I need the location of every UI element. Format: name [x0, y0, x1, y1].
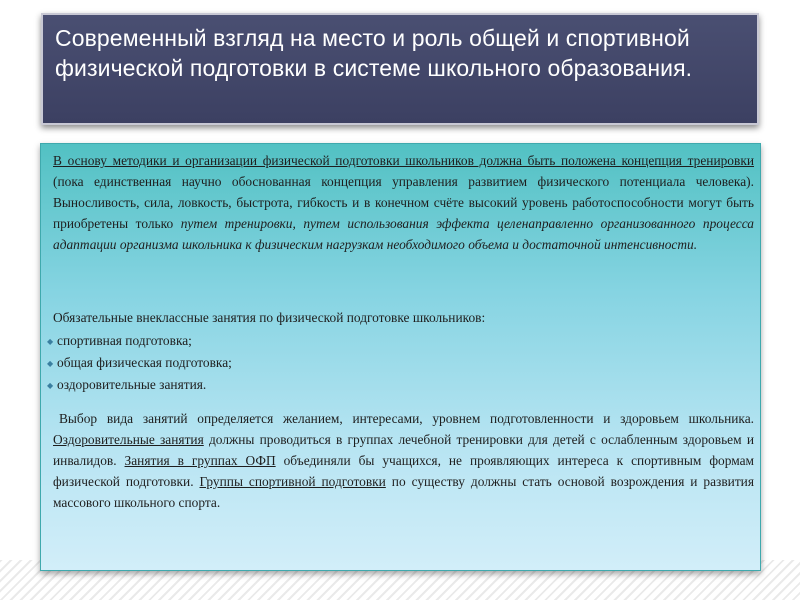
underlined-text: Оздоровительные занятия — [53, 432, 204, 447]
list-item-label: спортивная подготовка; — [57, 333, 192, 348]
diamond-bullet-icon: ◆ — [47, 337, 54, 346]
slide-title: Современный взгляд на место и роль общей и спортивной физической подготовки в системе школьного образования. — [55, 25, 693, 81]
diamond-bullet-icon: ◆ — [47, 359, 54, 368]
plain-text: Выбор вида занятий определяется желанием, интересами, уровнем подготовленности и здоровьем школьника. — [59, 411, 754, 426]
plain-text: (пока единственная научно обоснованная концепция управления развитием физического потенциала человека). Выносливость, сила, ловкость, быстрота, гибкость и в конечном счёте высокий уровень работоспособности могут быть приобретены только — [53, 174, 754, 231]
plain-text: должны проводиться в группах лечебной тренировки для детей с ослабленным здоровьем и инвалидов. — [53, 432, 754, 468]
list-item-label: общая физическая подготовка; — [57, 355, 232, 370]
list-intro: Обязательные внеклассные занятия по физической подготовке школьников: — [53, 310, 486, 325]
italic-text: путем тренировки, путем использования эффекта целенаправленно организованного процесса адаптации организма школьника к физическим нагрузкам необходимого объема и достаточной интенсивности. — [53, 216, 754, 252]
plain-text: объединяли бы учащихся, не проявляющих интереса к спортивным формам физической подготовки. — [53, 453, 755, 489]
content-panel — [40, 143, 761, 571]
paragraph-methodology — [53, 150, 754, 255]
underlined-text: Группы спортивной подготовки — [199, 474, 386, 489]
paragraph-choice — [53, 408, 754, 513]
activity-list — [47, 330, 747, 396]
plain-text: по существу должны стать основой возрождения и развития массового школьного спорта. — [53, 474, 754, 510]
list-item-label: оздоровительные занятия. — [57, 377, 207, 392]
diamond-bullet-icon: ◆ — [47, 381, 54, 390]
title-banner — [41, 13, 759, 125]
underlined-text: В основу методики и организации физической подготовки школьников должна быть положена концепция тренировки — [53, 153, 754, 168]
underlined-text: Занятия в группах ОФП — [124, 453, 276, 468]
list-item — [47, 374, 747, 396]
list-item — [47, 330, 747, 352]
list-item — [47, 352, 747, 374]
